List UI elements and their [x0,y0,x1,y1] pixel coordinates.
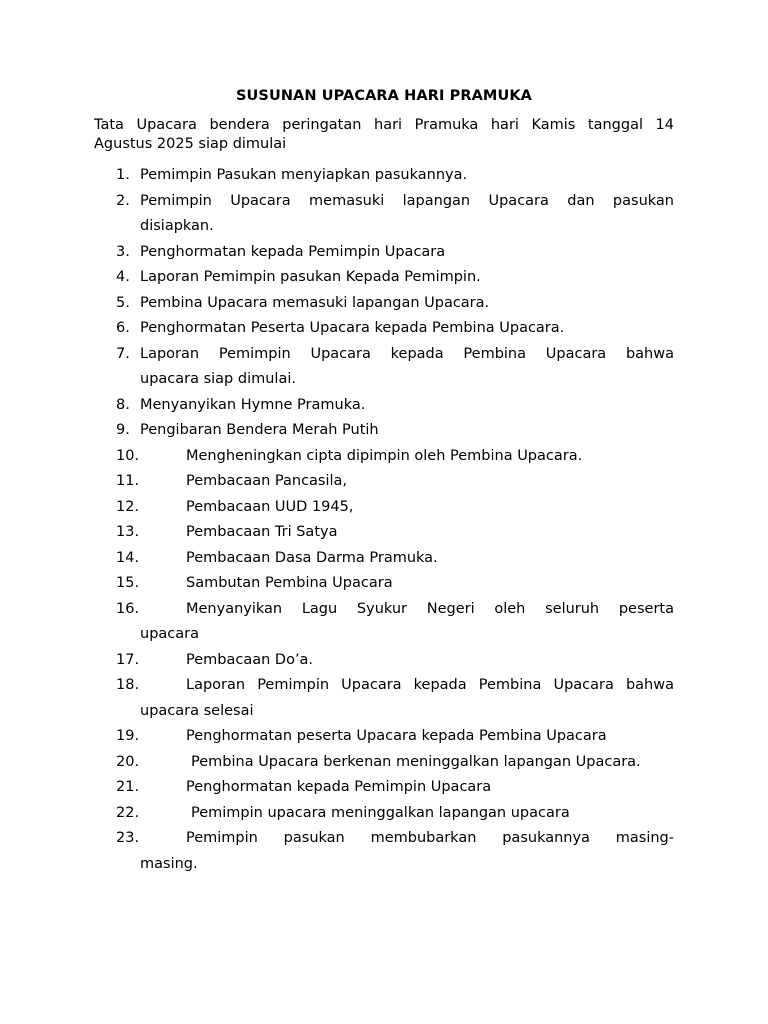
step-text-content: Pengibaran Bendera Merah Putih [140,422,379,438]
step-text-continuation: upacara siap dimulai. [140,371,296,387]
step-text [140,316,674,342]
step-text-first-line [140,520,674,546]
step-text [140,571,674,597]
step-number: 18. [116,677,140,693]
step-number: 11. [116,473,140,489]
intro-line-2: Agustus 2025 siap dimulai [94,136,287,152]
step-text-first-line [140,291,674,317]
step-number: 22. [116,804,140,821]
step-text [140,342,674,393]
list-item [0,469,768,495]
step-text-first-line [140,571,674,597]
intro-paragraph [94,116,674,154]
step-text-first-line [140,418,674,444]
list-item [0,520,768,546]
step-text-content: Pembina Upacara memasuki lapangan Upacara. [140,294,490,311]
step-number: 3. [116,243,130,260]
step-text [140,189,674,240]
step-text-first-line [140,189,674,215]
step-text [140,163,674,189]
step-text [140,597,674,648]
step-text [140,291,674,317]
step-text-content: Pemimpin Pasukan menyiapkan pasukannya. [140,167,468,183]
step-text-content: Penghormatan Peserta Upacara kepada Pembina Upacara. [140,320,565,336]
list-item [0,316,768,342]
step-number: 14. [116,549,140,566]
step-text-continuation: upacara [140,626,199,642]
step-text [140,469,674,495]
step-text [140,418,674,444]
step-text-content: Pembacaan Do’a. [186,651,314,668]
step-text-content: Menyanyikan Hymne Pramuka. [140,396,366,413]
step-text [140,444,674,470]
step-text [140,265,674,291]
step-text-first-line [140,775,674,801]
intro-line-1: Tata Upacara bendera peringatan hari Pramuka hari Kamis tanggal 14 [94,117,674,133]
step-text-continuation: masing. [140,855,198,872]
step-text-first-line [140,393,674,419]
step-text-first-line [140,546,674,572]
step-number: 17. [116,651,140,668]
document-title: SUSUNAN UPACARA HARI PRAMUKA [235,88,532,104]
step-text [140,393,674,419]
step-number: 21. [116,779,140,795]
step-text-first-line [140,163,674,189]
step-text-content: Pemimpin Upacara memasuki lapangan Upacara dan pasukan [140,192,674,209]
step-text-first-line [140,240,674,266]
step-text-first-line [140,750,674,776]
step-text-content: Menyanyikan Lagu Syukur Negeri oleh seluruh peserta [186,600,674,617]
step-text-first-line [140,597,674,623]
step-text [140,240,674,266]
step-text-first-line [140,673,674,699]
step-number: 20. [116,753,140,770]
step-text-first-line [140,801,674,827]
list-item [0,597,768,648]
step-text [140,546,674,572]
list-item [0,189,768,240]
step-number: 23. [116,830,140,846]
list-item [0,240,768,266]
step-text-first-line [140,724,674,750]
step-text [140,724,674,750]
step-number: 5. [116,294,130,311]
step-text-content: Pembacaan Tri Satya [186,524,338,540]
step-number: 1. [116,167,130,183]
step-text-continuation: upacara selesai [140,702,254,719]
step-text [140,826,674,877]
step-text-content: Pembacaan UUD 1945, [186,498,354,515]
step-text-first-line [140,265,674,291]
list-item [0,265,768,291]
step-text-content: Penghormatan peserta Upacara kepada Pembina Upacara [186,728,607,744]
step-text-first-line [140,648,674,674]
step-text-content: Penghormatan kepada Pemimpin Upacara [140,243,446,260]
list-item [0,163,768,189]
step-text-content: Laporan Pemimpin pasukan Kepada Pemimpin. [140,269,481,285]
list-item [0,444,768,470]
step-text-content: Pembina Upacara berkenan meninggalkan lapangan Upacara. [191,753,641,770]
step-text-content: Mengheningkan cipta dipimpin oleh Pembina Upacara. [186,447,583,464]
list-item [0,571,768,597]
list-item [0,801,768,827]
list-item [0,393,768,419]
step-text-content: Pembacaan Dasa Darma Pramuka. [186,549,438,566]
step-text-content: Pemimpin pasukan membubarkan pasukannya masing- [186,830,674,846]
step-text [140,750,674,776]
step-number: 4. [116,269,130,285]
list-item [0,291,768,317]
list-item [0,673,768,724]
step-text-first-line [140,495,674,521]
list-item [0,342,768,393]
step-text-first-line [140,342,674,368]
step-text [140,495,674,521]
step-text [140,673,674,724]
step-text [140,775,674,801]
step-text-first-line [140,826,674,852]
step-number: 2. [116,192,130,209]
list-item [0,750,768,776]
step-text [140,801,674,827]
step-number: 19. [116,728,140,744]
step-text [140,520,674,546]
step-text-content: Laporan Pemimpin Upacara kepada Pembina Upacara bahwa [186,677,674,693]
step-number: 16. [116,600,140,617]
step-number: 12. [116,498,140,515]
step-text-continuation: disiapkan. [140,218,214,234]
ceremony-steps-list [0,163,768,877]
step-number: 10. [116,447,140,464]
step-text-content: Penghormatan kepada Pemimpin Upacara [186,779,492,795]
step-text-first-line [140,469,674,495]
step-number: 6. [116,320,130,336]
step-number: 9. [116,422,130,438]
step-text [140,648,674,674]
list-item [0,826,768,877]
list-item [0,546,768,572]
step-text-content: Sambutan Pembina Upacara [186,575,393,591]
step-text-content: Laporan Pemimpin Upacara kepada Pembina Upacara bahwa [140,345,674,362]
step-text-content: Pembacaan Pancasila, [186,473,348,489]
list-item [0,648,768,674]
list-item [0,724,768,750]
step-text-first-line [140,444,674,470]
list-item [0,418,768,444]
list-item [0,495,768,521]
step-number: 15. [116,575,140,591]
step-number: 8. [116,396,130,413]
list-item [0,775,768,801]
step-text-first-line [140,316,674,342]
step-number: 13. [116,524,140,540]
step-text-content: Pemimpin upacara meninggalkan lapangan upacara [191,804,570,821]
step-number: 7. [116,345,130,362]
